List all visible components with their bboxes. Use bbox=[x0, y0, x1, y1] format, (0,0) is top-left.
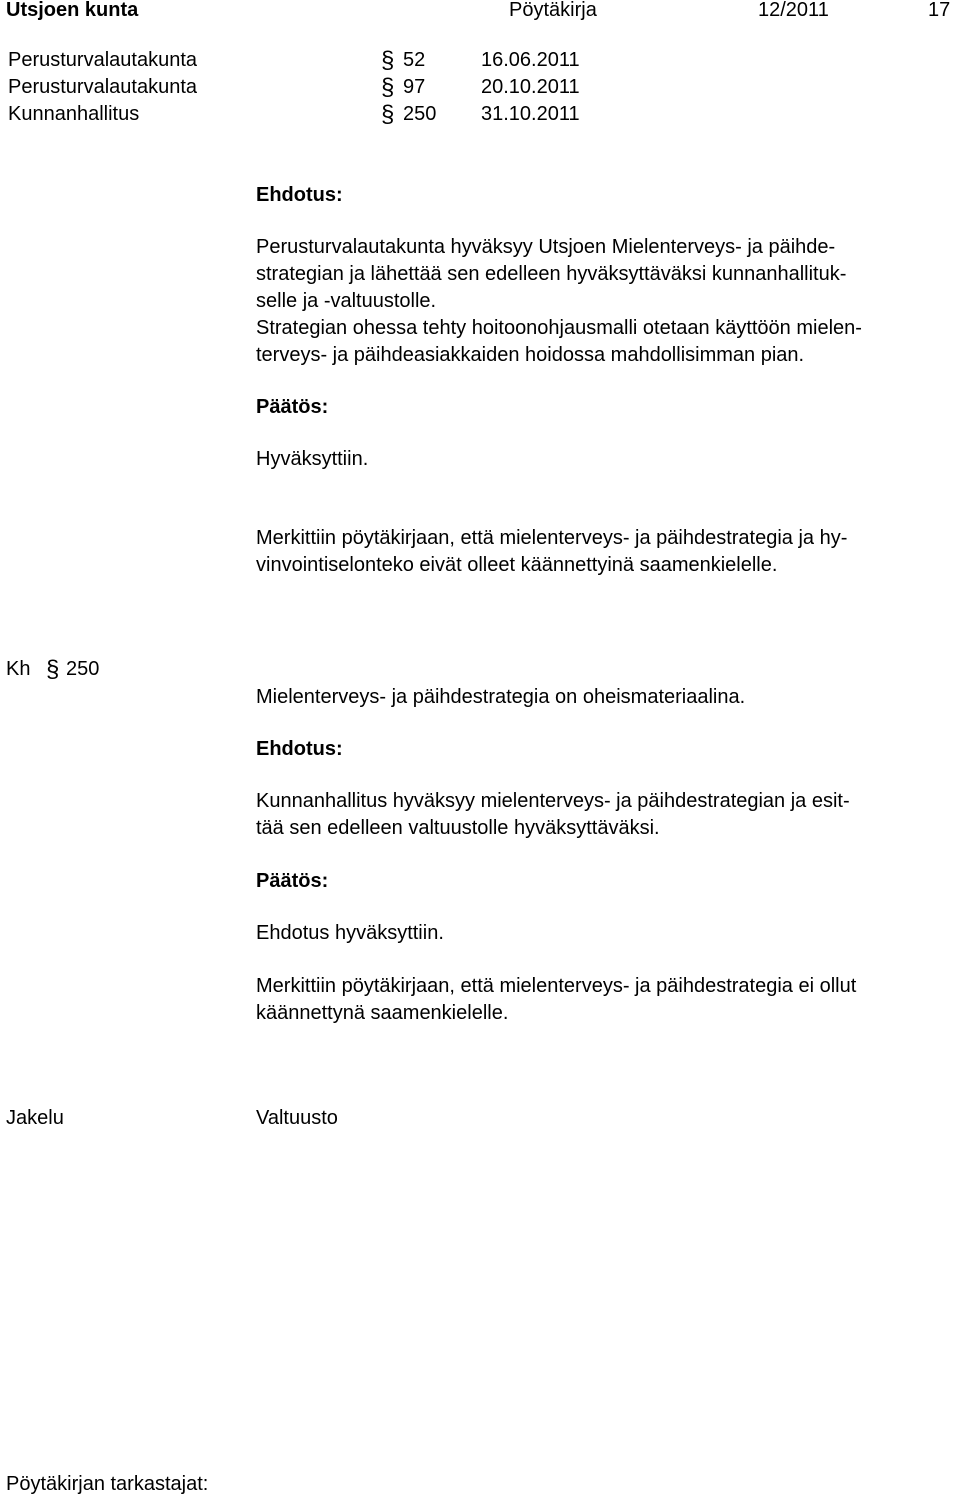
kh-note-text bbox=[256, 973, 946, 1027]
section-sign-icon: § bbox=[381, 101, 395, 128]
decision-text: Hyväksyttiin. bbox=[256, 448, 369, 470]
kh-proposal-line: Kunnanhallitus hyväksyy mielenterveys- ja päihdestrategian ja esit- bbox=[256, 790, 850, 812]
history-body: Perusturvalautakunta bbox=[8, 49, 198, 71]
kh-proposal-line: tää sen edelleen valtuustolle hyväksyttäväksi. bbox=[256, 817, 660, 839]
proposal-line: terveys- ja päihdeasiakkaiden hoidossa mahdollisimman pian. bbox=[256, 344, 805, 366]
section-sign-icon: § bbox=[381, 74, 395, 101]
distribution-value: Valtuusto bbox=[256, 1107, 338, 1129]
page-number: 17 bbox=[928, 0, 951, 21]
proposal-line: strategian ja lähettää sen edelleen hyväksyttäväksi kunnanhallituk- bbox=[256, 263, 847, 285]
history-date: 20.10.2011 bbox=[481, 76, 580, 98]
kh-label: Kh bbox=[6, 658, 31, 680]
decision-heading: Päätös: bbox=[256, 396, 329, 418]
kh-note-line: Merkittiin pöytäkirjaan, että mielenterveys- ja päihdestrategia ei ollut bbox=[256, 975, 857, 997]
municipality-name: Utsjoen kunta bbox=[6, 0, 139, 21]
history-body: Kunnanhallitus bbox=[8, 103, 140, 125]
proposal-line: Perusturvalautakunta hyväksyy Utsjoen Mielenterveys- ja päihde- bbox=[256, 236, 836, 258]
proposal-line: Strategian ohessa tehty hoitoonohjausmalli otetaan käyttöön mielen- bbox=[256, 317, 862, 339]
history-date: 16.06.2011 bbox=[481, 49, 580, 71]
section-sign-icon: § bbox=[46, 656, 60, 683]
kh-note-line: käännettynä saamenkielelle. bbox=[256, 1002, 509, 1024]
history-number: 97 bbox=[403, 76, 426, 98]
note-text bbox=[256, 525, 946, 579]
proposal-line: selle ja -valtuustolle. bbox=[256, 290, 437, 312]
history-date: 31.10.2011 bbox=[481, 103, 580, 125]
distribution-label: Jakelu bbox=[6, 1107, 64, 1129]
note-line: Merkittiin pöytäkirjaan, että mielenterveys- ja päihdestrategia ja hy- bbox=[256, 527, 848, 549]
proposal-text bbox=[256, 234, 946, 369]
document-number: 12/2011 bbox=[758, 0, 829, 21]
history-body: Perusturvalautakunta bbox=[8, 76, 198, 98]
kh-proposal-heading: Ehdotus: bbox=[256, 738, 343, 760]
note-line: vinvointiselonteko eivät olleet käännettyinä saamenkielelle. bbox=[256, 554, 778, 576]
kh-decision-text: Ehdotus hyväksyttiin. bbox=[256, 922, 444, 944]
kh-proposal-text bbox=[256, 788, 946, 842]
reviewers-label: Pöytäkirjan tarkastajat: bbox=[6, 1473, 209, 1495]
section-sign-icon: § bbox=[381, 47, 395, 74]
proposal-heading: Ehdotus: bbox=[256, 184, 343, 206]
history-number: 52 bbox=[403, 49, 426, 71]
document-type: Pöytäkirja bbox=[509, 0, 597, 21]
kh-intro: Mielenterveys- ja päihdestrategia on oheismateriaalina. bbox=[256, 686, 746, 708]
history-number: 250 bbox=[403, 103, 437, 125]
kh-number: 250 bbox=[66, 658, 100, 680]
kh-decision-heading: Päätös: bbox=[256, 870, 329, 892]
